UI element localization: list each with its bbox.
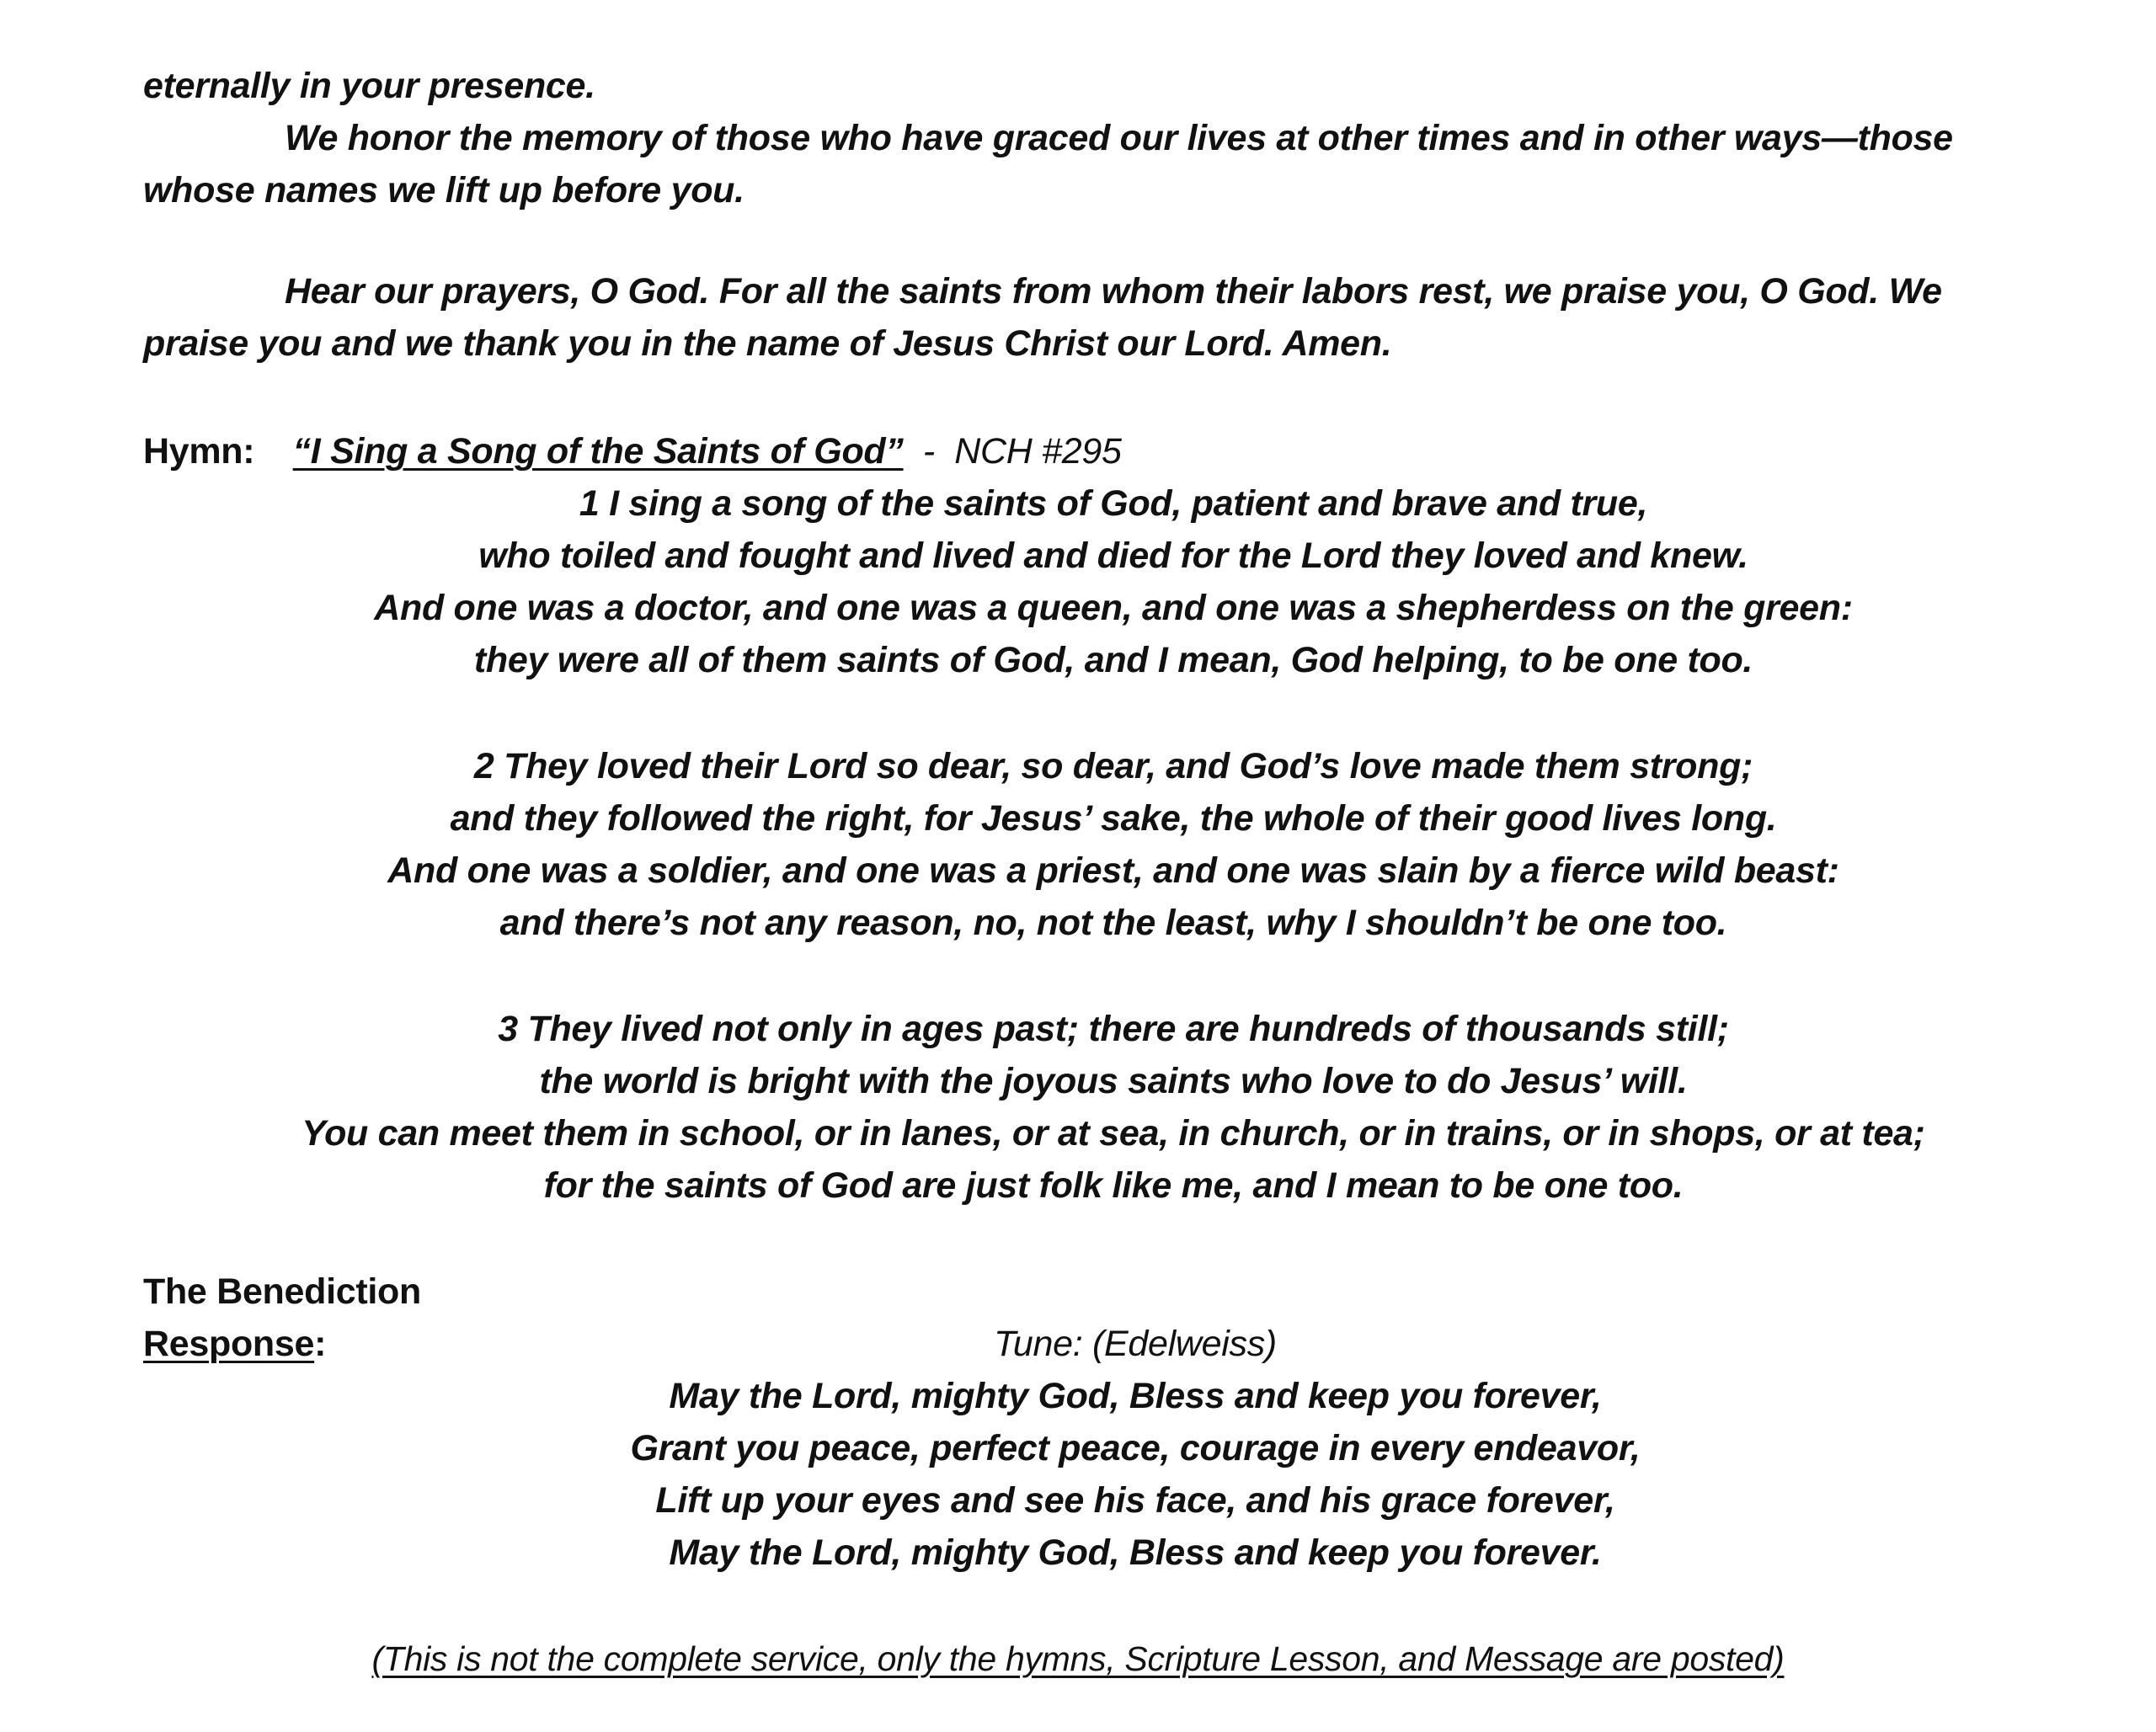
hymn-verse-line: And one was a soldier, and one was a priest, and one was slain by a fierce wild beast:	[387, 850, 1839, 891]
hymn-verse-line: 1 I sing a song of the saints of God, patient and brave and true,	[579, 483, 1648, 524]
benediction-line: May the Lord, mighty God, Bless and keep you forever,	[669, 1376, 1602, 1416]
prayer-line: We honor the memory of those who have graced our lives at other times and in other ways—those	[285, 118, 1953, 158]
benediction-line: May the Lord, mighty God, Bless and keep you forever.	[669, 1532, 1602, 1573]
prayer-line: whose names we lift up before you.	[143, 170, 744, 211]
prayer-line: Hear our prayers, O God. For all the saints from whom their labors rest, we praise you, O God. We	[285, 271, 1942, 312]
tune-label: Tune: (Edelweiss)	[994, 1324, 1277, 1364]
footer-note: (This is not the complete service, only the hymns, Scripture Lesson, and Message are posted)	[371, 1639, 1785, 1678]
hymn-verse-line: and there’s not any reason, no, not the least, why I shouldn’t be one too.	[499, 903, 1727, 943]
hymn-verse-line: 2 They loved their Lord so dear, so dear, and God’s love made them strong;	[473, 746, 1753, 786]
benediction-line: Grant you peace, perfect peace, courage in every endeavor,	[630, 1428, 1641, 1468]
hymn-verse-line: who toiled and fought and lived and died for the Lord they loved and knew.	[478, 536, 1748, 576]
hymn-verse-line: the world is bright with the joyous saints who love to do Jesus’ will.	[539, 1061, 1688, 1101]
hymn-verse-line: they were all of them saints of God, and I mean, God helping, to be one too.	[473, 640, 1753, 680]
hymn-title: “I Sing a Song of the Saints of God”	[292, 431, 904, 472]
hymn-verse-line: for the saints of God are just folk like me, and I mean to be one too.	[543, 1165, 1684, 1206]
prayer-line: praise you and we thank you in the name of Jesus Christ our Lord. Amen.	[143, 323, 1392, 364]
hymn-verse-line: And one was a doctor, and one was a queen, and one was a shepherdess on the green:	[374, 588, 1853, 628]
hymn-header	[143, 428, 1122, 475]
prayer-line: eternally in your presence.	[143, 66, 595, 106]
response-colon: :	[314, 1324, 327, 1364]
benediction-heading: The Benediction	[143, 1271, 421, 1312]
hymn-number: NCH #295	[954, 431, 1122, 472]
hymn-verse-line: and they followed the right, for Jesus’ sake, the whole of their good lives long.	[450, 798, 1777, 839]
hymn-separator: -	[913, 431, 945, 472]
response-label: Response	[143, 1324, 315, 1364]
hymn-label: Hymn:	[143, 431, 255, 472]
hymn-verse-line: 3 They lived not only in ages past; there are hundreds of thousands still;	[498, 1009, 1729, 1049]
hymn-verse-line: You can meet them in school, or in lanes, or at sea, in church, or in trains, or in shops, or at tea;	[302, 1113, 1925, 1154]
benediction-line: Lift up your eyes and see his face, and his grace forever,	[655, 1480, 1615, 1521]
